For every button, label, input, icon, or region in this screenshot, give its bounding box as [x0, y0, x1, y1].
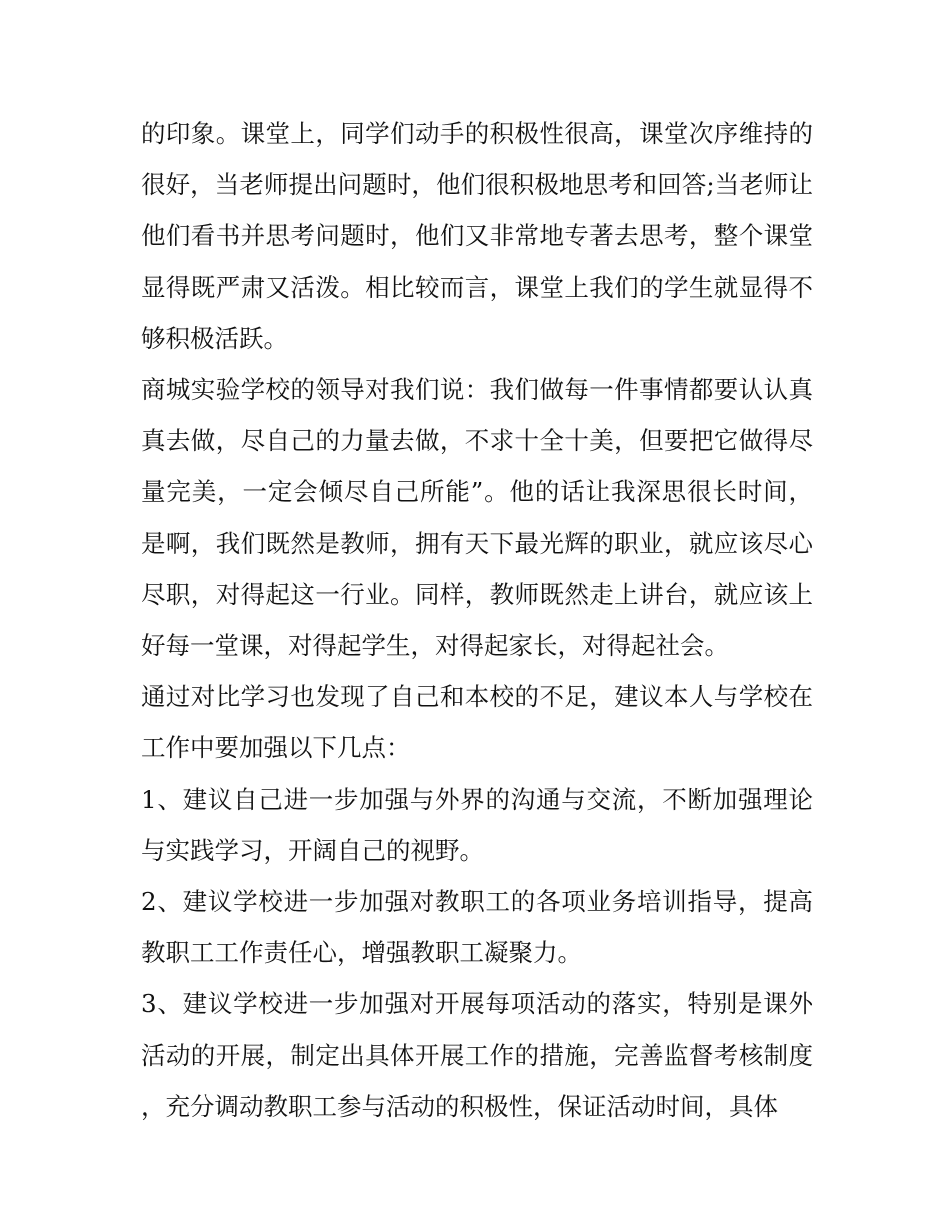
paragraph-leader-speech: 商城实验学校的领导对我们说：我们做每一件事情都要认认真真去做，尽自己的力量去做，不求十全十美，但要把它做得尽量完美，一定会倾尽自己所能”。他的话让我深思很长时间，是啊，我们既然是教师，拥有天下最光辉的职业，就应该尽心尽职，对得起这一行业。同样，教师既然走上讲台，就应该上好每一堂课，对得起学生，对得起家长，对得起社会。 — [141, 375, 813, 661]
paragraph-shortcomings-intro: 通过对比学习也发现了自己和本校的不足，建议本人与学校在工作中要加强以下几点： — [141, 682, 813, 763]
paragraph-classroom-impression: 的印象。课堂上，同学们动手的积极性很高，课堂次序维持的很好，当老师提出问题时，他们很积极地思考和回答;当老师让他们看书并思考问题时，他们又非常地专著去思考，整个课堂显得既严肃又活泼。相比较而言，课堂上我们的学生就显得不够积极活跃。 — [141, 119, 813, 353]
document-body — [141, 108, 813, 1132]
list-item-suggestion-2: 2、建议学校进一步加强对教职工的各项业务培训指导，提高教职工工作责任心，增强教职工凝聚力。 — [141, 887, 813, 968]
list-item-suggestion-1: 1、建议自己进一步加强与外界的沟通与交流，不断加强理论与实践学习，开阔自己的视野。 — [141, 784, 813, 865]
list-item-suggestion-3: 3、建议学校进一步加强对开展每项活动的落实，特别是课外活动的开展，制定出具体开展工作的措施，完善监督考核制度，充分调动教职工参与活动的积极性，保证活动时间，具体 — [141, 989, 813, 1121]
